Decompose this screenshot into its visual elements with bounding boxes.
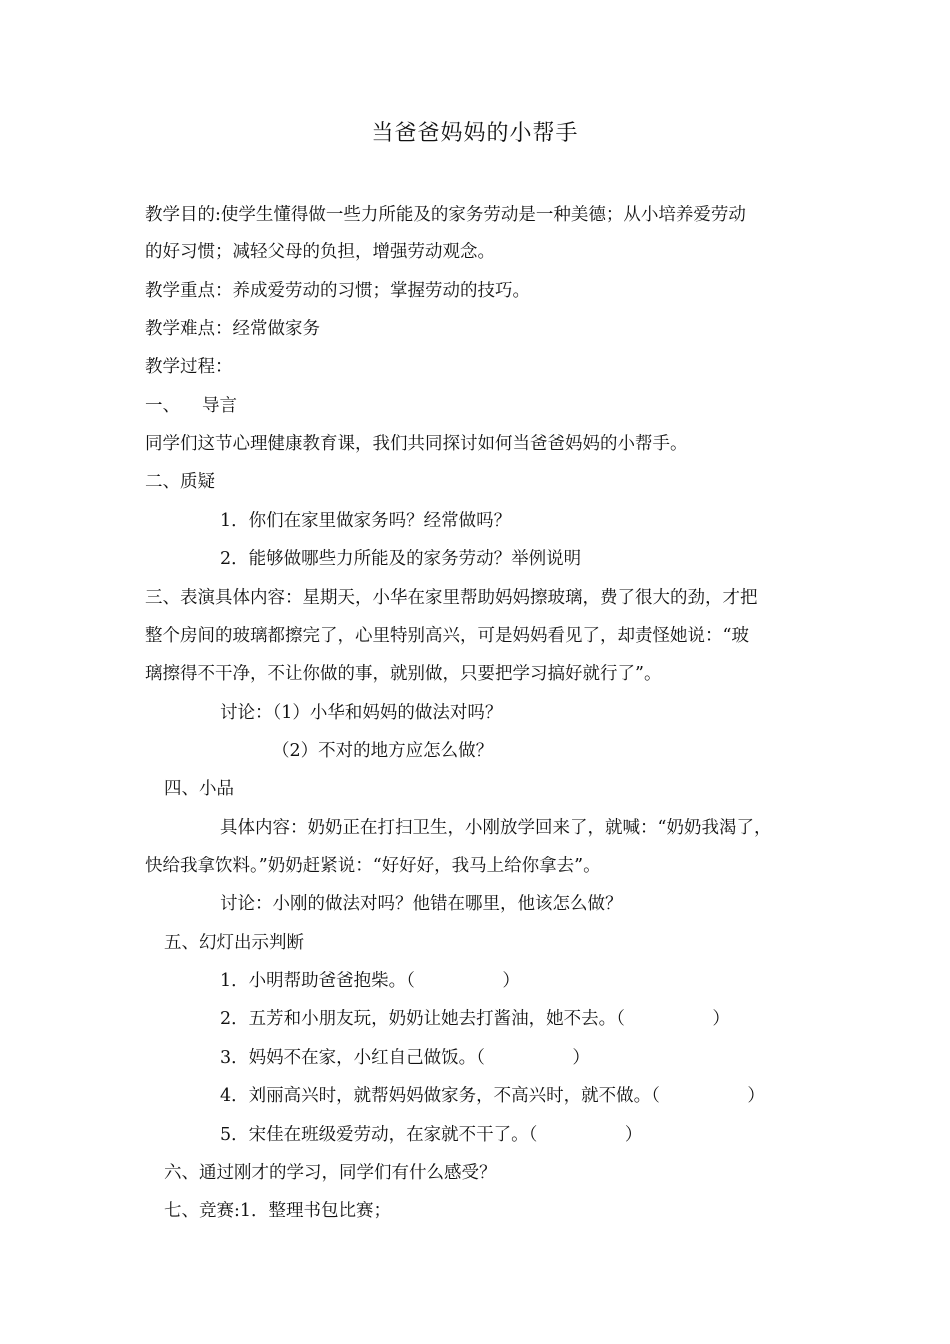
judgement-item: 1．小明帮助爸爸抱柴。（ ） <box>220 971 520 991</box>
section-label: 导言 <box>202 396 237 416</box>
section-heading: 六、通过刚才的学习，同学们有什么感受？ <box>164 1163 497 1183</box>
section-heading: 七、竞赛:1．整理书包比赛； <box>164 1201 392 1221</box>
section-heading <box>145 394 237 418</box>
paragraph-line: 璃擦得不干净，不让你做的事，就别做，只要把学习搞好就行了”。 <box>145 664 662 684</box>
judgement-item: 4．刘丽高兴时，就帮妈妈做家务，不高兴时，就不做。（ ） <box>220 1086 765 1106</box>
judgement-item: 3．妈妈不在家，小红自己做饭。（ ） <box>220 1048 590 1068</box>
section-number: 一、 <box>145 396 180 416</box>
paragraph-line: 的好习惯；减轻父母的负担，增强劳动观念。 <box>145 242 495 262</box>
paragraph-line: 具体内容：奶奶正在打扫卫生，小刚放学回来了，就喊：“奶奶我渴了， <box>220 818 772 838</box>
judgement-item: 5．宋佳在班级爱劳动，在家就不干了。（ ） <box>220 1125 643 1145</box>
paragraph-line: 教学过程： <box>145 357 233 377</box>
paragraph-line: 整个房间的玻璃都擦完了，心里特别高兴，可是妈妈看见了，却责怪她说：“玻 <box>145 626 749 646</box>
section-heading: 二、质疑 <box>145 472 215 492</box>
section-heading: 四、小品 <box>164 779 234 799</box>
paragraph-line: 教学重点：养成爱劳动的习惯；掌握劳动的技巧。 <box>145 281 530 301</box>
discussion-item: 讨论：小刚的做法对吗？他错在哪里，他该怎么做？ <box>220 894 623 914</box>
discussion-item: （2）不对的地方应怎么做？ <box>272 741 494 761</box>
document-title: 当爸爸妈妈的小帮手 <box>371 121 579 146</box>
paragraph-line: 快给我拿饮料。”奶奶赶紧说：“好好好，我马上给你拿去”。 <box>145 856 601 876</box>
paragraph-line: 教学目的:使学生懂得做一些力所能及的家务劳动是一种美德；从小培养爱劳动 <box>145 205 746 225</box>
section-heading: 五、幻灯出示判断 <box>164 933 304 953</box>
question-item: 2．能够做哪些力所能及的家务劳动？举例说明 <box>220 549 582 569</box>
paragraph-line: 同学们这节心理健康教育课，我们共同探讨如何当爸爸妈妈的小帮手。 <box>145 434 688 454</box>
paragraph-line: 三、表演具体内容：星期天，小华在家里帮助妈妈擦玻璃，费了很大的劲，才把 <box>145 588 758 608</box>
paragraph-line: 教学难点：经常做家务 <box>145 319 320 339</box>
question-item: 1．你们在家里做家务吗？经常做吗？ <box>220 511 512 531</box>
judgement-item: 2．五芳和小朋友玩，奶奶让她去打酱油，她不去。（ ） <box>220 1009 730 1029</box>
discussion-item: 讨论：（1）小华和妈妈的做法对吗？ <box>220 703 503 723</box>
